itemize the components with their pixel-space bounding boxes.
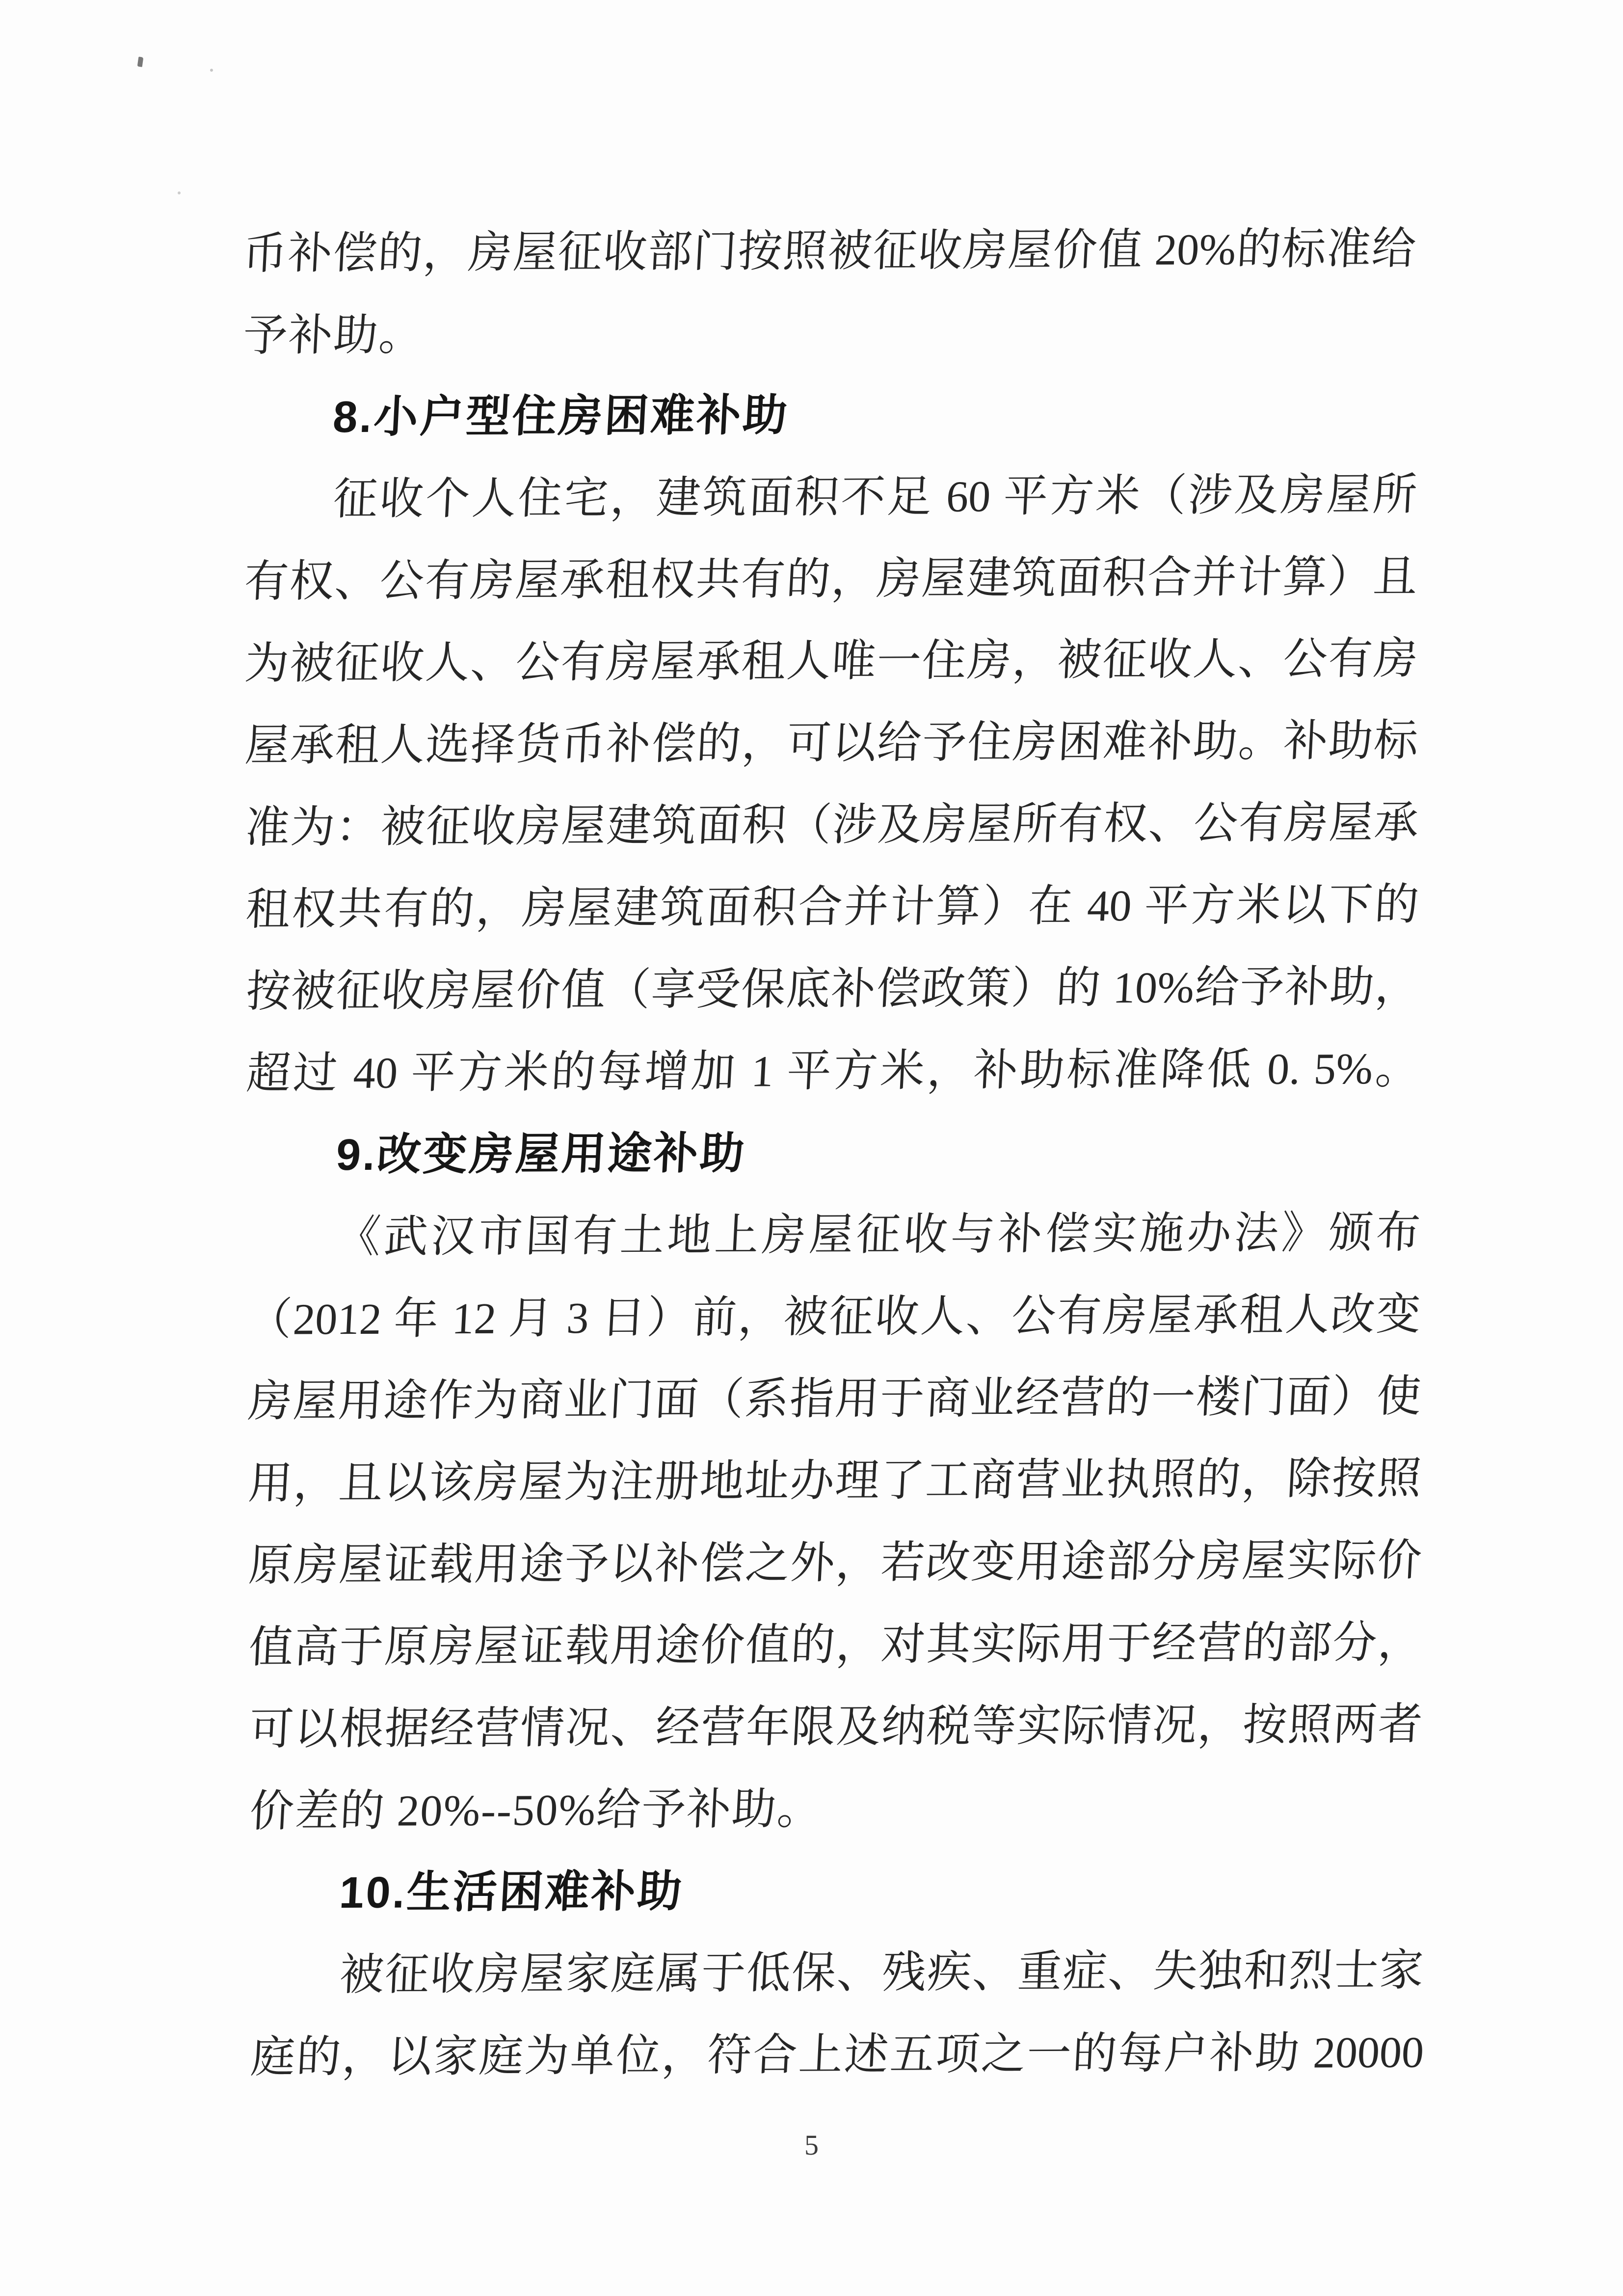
text-line: 超过 40 平方米的每增加 1 平方米，补助标准降低 0. 5%。 bbox=[245, 1044, 1421, 1098]
section-heading: 8.小户型住房困难补助 bbox=[331, 391, 791, 442]
text-line: 按被征收房屋价值（享受保底补偿政策）的 10%给予补助， bbox=[245, 962, 1421, 1016]
section-heading: 10.生活困难补助 bbox=[338, 1867, 685, 1918]
text-line: 为被征收人、公有房屋承租人唯一住房，被征收人、公有房 bbox=[243, 634, 1419, 688]
text-line: （2012 年 12 月 3 日）前，被征收人、公有房屋承租人改变 bbox=[246, 1290, 1422, 1344]
text-line: 价差的 20%--50%给予补助。 bbox=[248, 1784, 824, 1836]
text-line: 可以根据经营情况、经营年限及纳税等实际情况，按照两者 bbox=[248, 1700, 1424, 1754]
text-line: 庭的，以家庭为单位，符合上述五项之一的每户补助 20000 bbox=[249, 2028, 1425, 2082]
text-line: 准为：被征收房屋建筑面积（涉及房屋所有权、公有房屋承 bbox=[244, 798, 1420, 852]
text-line: 有权、公有房屋承租权共有的，房屋建筑面积合并计算）且 bbox=[243, 552, 1419, 606]
text-line: 征收个人住宅，建筑面积不足 60 平方米（涉及房屋所 bbox=[332, 470, 1418, 524]
scan-artifact bbox=[178, 191, 181, 194]
text-line: 房屋用途作为商业门面（系指用于商业经营的一楼门面）使 bbox=[246, 1372, 1422, 1426]
document-body bbox=[240, 208, 1425, 2099]
text-line: 予补助。 bbox=[242, 311, 426, 360]
section-heading: 9.改变房屋用途补助 bbox=[335, 1129, 747, 1180]
scan-artifact bbox=[210, 69, 213, 72]
text-line: 原房屋证载用途予以补偿之外，若改变用途部分房屋实际价 bbox=[247, 1536, 1423, 1590]
text-line: 用，且以该房屋为注册地址办理了工商营业执照的，除按照 bbox=[247, 1454, 1423, 1508]
text-line: 《武汉市国有土地上房屋征收与补偿实施办法》颁布 bbox=[335, 1208, 1422, 1262]
text-line: 币补偿的，房屋征收部门按照被征收房屋价值 20%的标准给 bbox=[241, 224, 1417, 278]
scan-artifact bbox=[137, 56, 144, 67]
text-line: 租权共有的，房屋建筑面积合并计算）在 40 平方米以下的 bbox=[244, 880, 1420, 934]
page-number: 5 bbox=[804, 2129, 819, 2161]
text-line: 被征收房屋家庭属于低保、残疾、重症、失独和烈士家 bbox=[338, 1946, 1425, 2000]
text-line: 屋承租人选择货币补偿的，可以给予住房困难补助。补助标 bbox=[243, 716, 1419, 770]
text-line: 值高于原房屋证载用途价值的，对其实际用于经营的部分， bbox=[247, 1618, 1423, 1672]
